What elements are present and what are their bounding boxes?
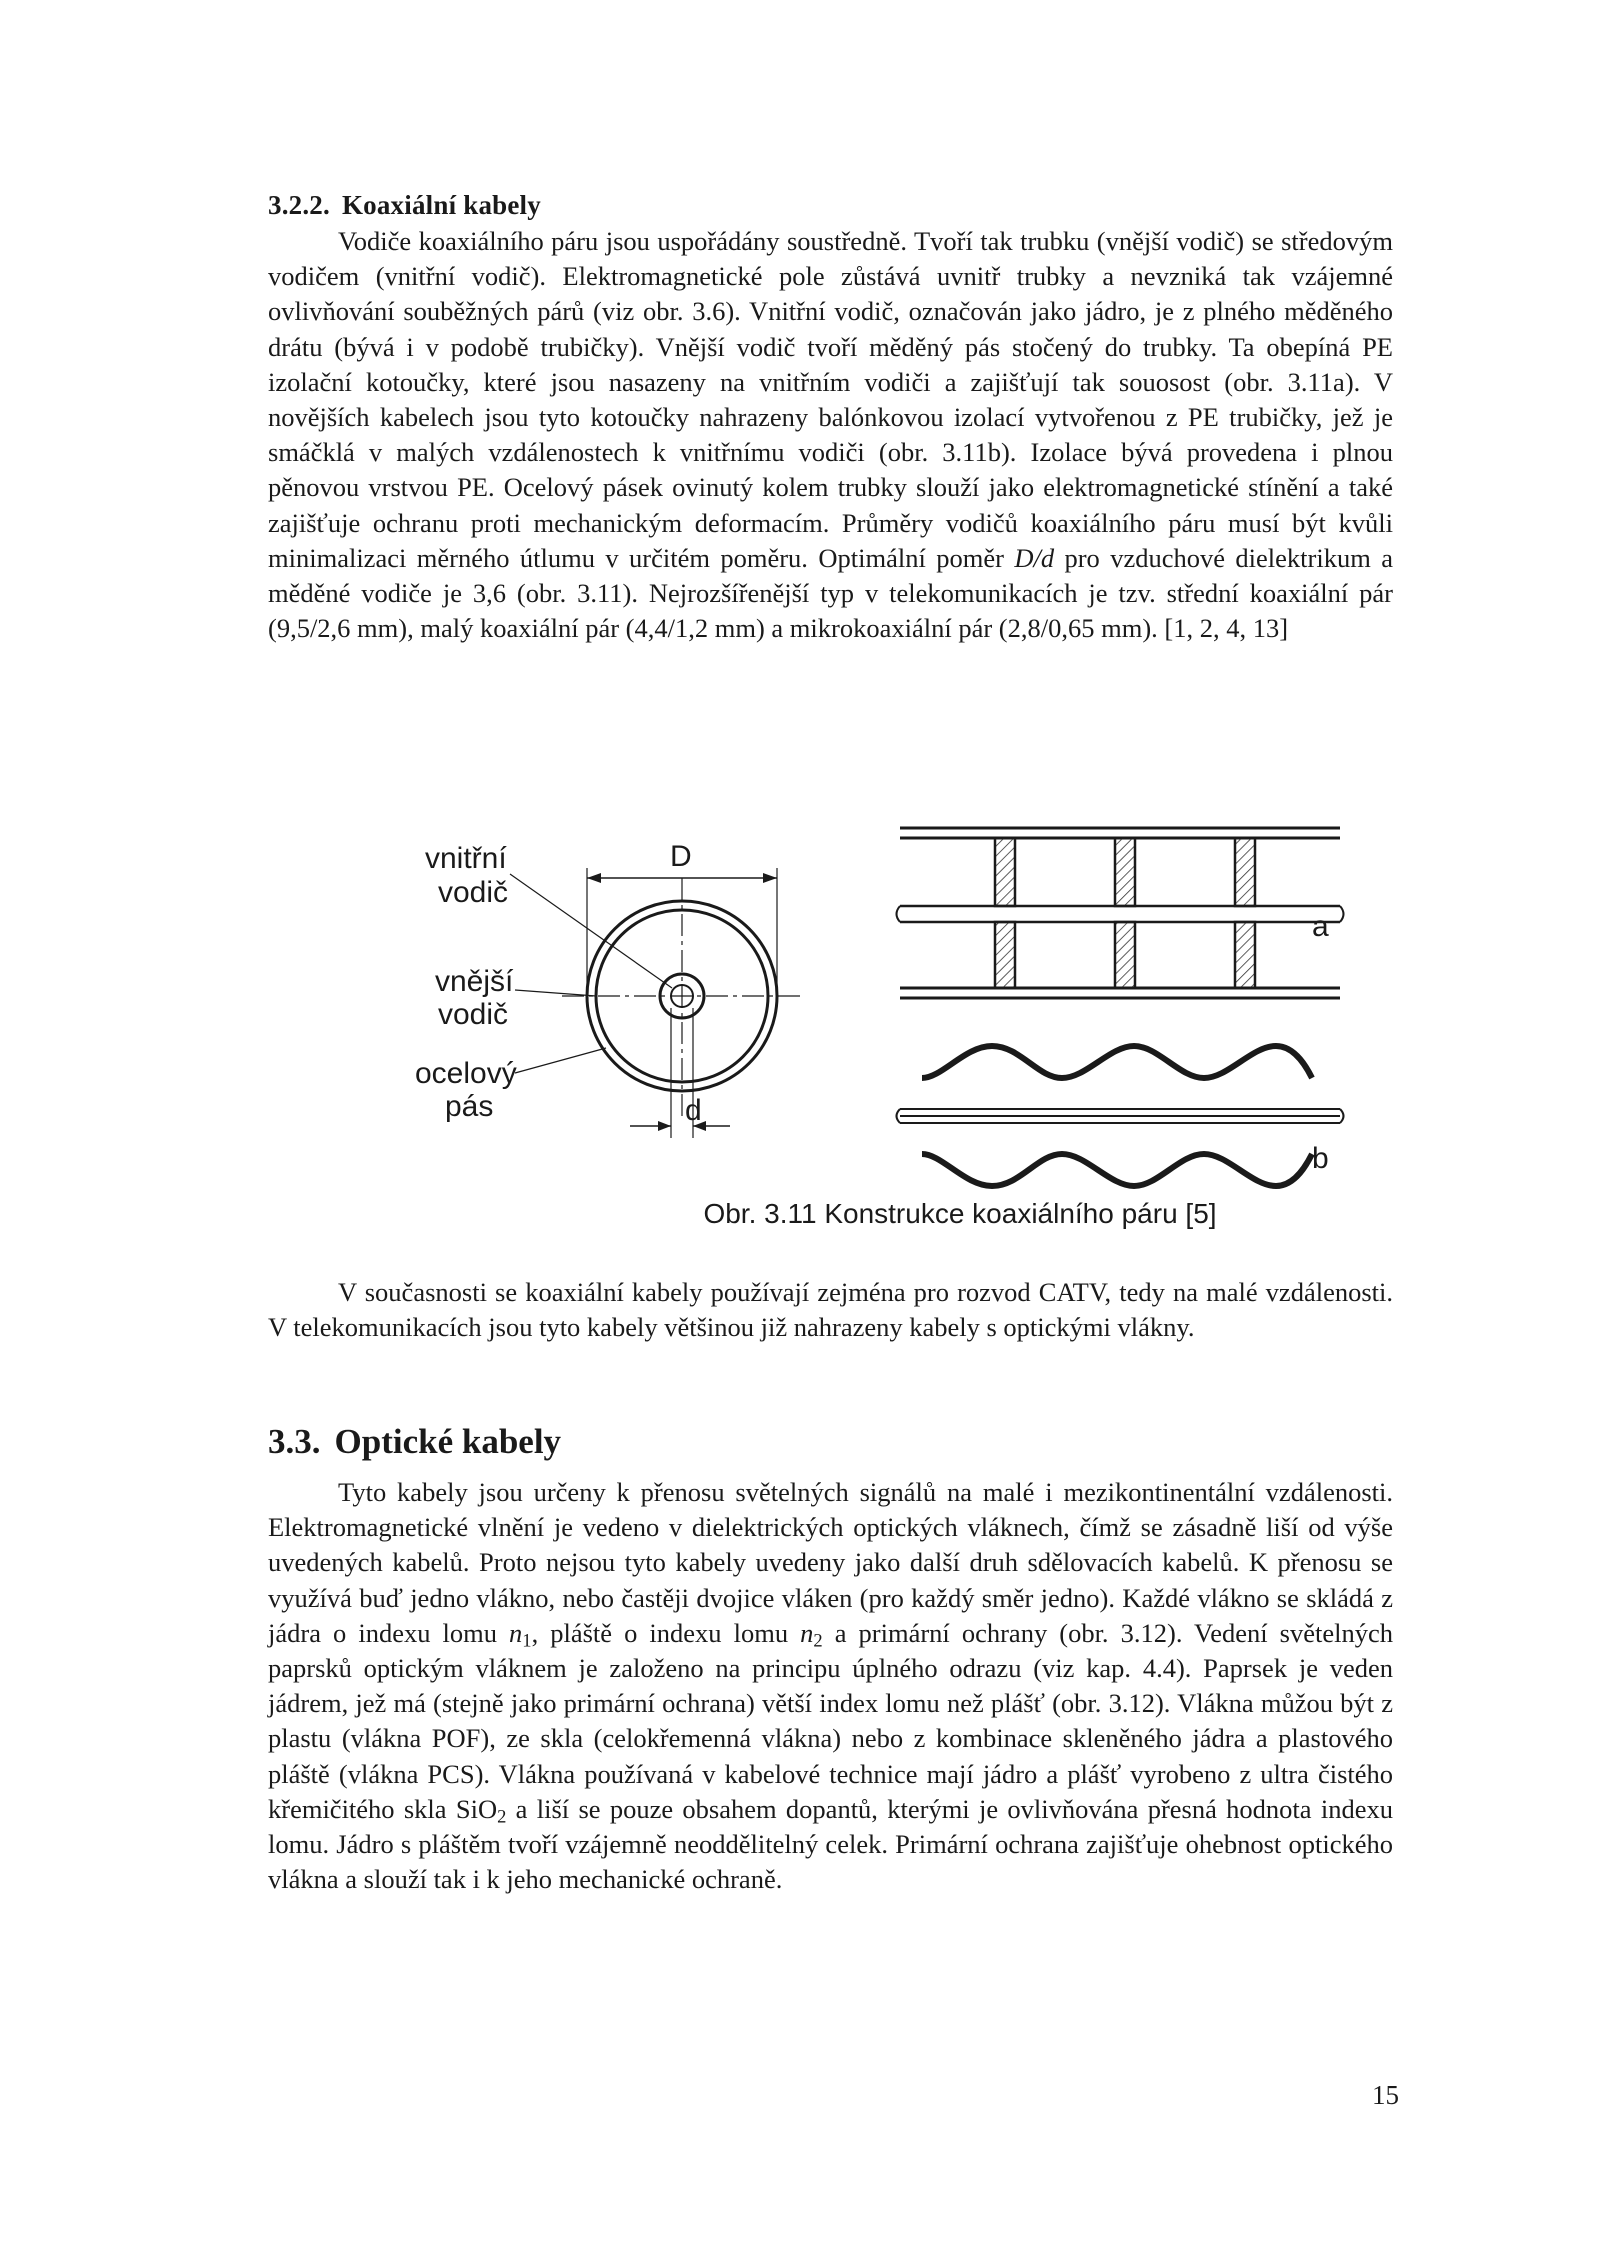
page-number: 15 bbox=[1372, 2080, 1399, 2110]
paragraph-catv bbox=[268, 1275, 1393, 1345]
label-outer-conductor-2: vodič bbox=[438, 998, 509, 1031]
label-inner-conductor-2: vodič bbox=[438, 876, 509, 909]
longitudinal-view-a bbox=[897, 828, 1344, 998]
paragraph-coaxial-text-b: pro vzduchové dielektrikum a měděné vodiče je 3,6 (obr. 3.11). Nejrozšířenější typ v telekomunikacích je tzv. střední koaxiální pár (9,5/2,6 mm), malý koaxiální pár (4,4/1,2 mm) a mikrokoaxiální pár (2,8/0,65 mm). [1, 2, 4, 13] bbox=[268, 542, 1393, 644]
n1-symbol: n bbox=[509, 1617, 523, 1648]
section2-number: 3.3. bbox=[268, 1422, 321, 1461]
label-a: a bbox=[1312, 910, 1329, 943]
n1-subscript: 1 bbox=[522, 1630, 532, 1652]
paragraph-coaxial bbox=[268, 224, 1393, 646]
section-heading-3-3 bbox=[268, 1422, 561, 1462]
paragraph-optical bbox=[268, 1475, 1393, 1897]
section-heading-3-2-2 bbox=[268, 190, 541, 221]
label-b: b bbox=[1312, 1142, 1329, 1175]
paragraph-optical-text-a: Tyto kabely jsou určeny k přenosu světelných signálů na malé i mezikontinentální vzdálenosti. Elektromagnetické vlnění je vedeno v dielektrických optických vláknech, čímž se zásadně liší od výše uvedených kabelů. Proto nejsou tyto kabely uvedeny jako další druh sdělovacích kabelů. K přenosu se využívá buď jedno vlákno, nebo častěji dvojice vláken (pro každý směr jedno). Každé vlákno se skládá z jádra o indexu lomu bbox=[268, 1477, 1393, 1648]
figure-caption: Obr. 3.11 Konstrukce koaxiálního páru [5] bbox=[703, 1198, 1217, 1229]
section-number: 3.2.2. bbox=[268, 190, 330, 220]
label-inner-conductor-1: vnitřní bbox=[425, 842, 507, 875]
paragraph-coaxial-text-a: Vodiče koaxiálního páru jsou uspořádány soustředně. Tvoří tak trubku (vnější vodič) se středovým vodičem (vnitřní vodič). Elektromagnetické pole zůstává uvnitř trubky a nevzniká tak vzájemné ovlivňování souběžných párů (viz obr. 3.6). Vnitřní vodič, označován jako jádro, je z plného měděného drátu (bývá i v podobě trubičky). Vnější vodič tvoří měděný pás stočený do trubky. Ta obepíná PE izolační kotoučky, které jsou nasazeny na vnitřním vodiči a zajišťují tak souosost (obr. 3.11a). V novějších kabelech jsou tyto kotoučky nahrazeny balónkovou izolací vytvořenou z PE trubičky, jež je smáčklá v malých vzdálenostech k vnitřnímu vodiči (obr. 3.11b). Izolace bývá provedena i plnou pěnovou vrstvou PE. Ocelový pásek ovinutý kolem trubky slouží jako elektromagnetické stínění a také zajišťuje ochranu proti mechanickým deformacím. Průměry vodičů koaxiálního páru musí být kvůli minimalizaci měrného útlumu v určitém poměru. Optimální poměr bbox=[268, 226, 1393, 573]
paragraph-optical-text-d: a liší se pouze obsahem dopantů, kterými je ovlivňována přesná hodnota indexu lomu. Jádro s pláštěm tvoří vzájemně neoddělitelný celek. Primární ochrana zajišťuje ohebnost optického vlákna a slouží tak i k jeho mechanické ochraně. bbox=[268, 1793, 1393, 1895]
section-title: Koaxiální kabely bbox=[341, 190, 541, 220]
label-steel-tape-2: pás bbox=[445, 1090, 494, 1123]
cross-section-diagram bbox=[415, 840, 802, 1138]
n2-symbol: n bbox=[800, 1617, 814, 1648]
longitudinal-view-b bbox=[897, 1046, 1344, 1186]
sio2-subscript: 2 bbox=[497, 1806, 507, 1828]
paragraph-optical-text-c: a primární ochrany (obr. 3.12). Vedení světelných paprsků optickým vláknem je založeno na principu úplného odrazu (viz kap. 4.4). Paprsek je veden jádrem, jež má (stejně jako primární ochrana) větší index lomu než plášť (obr. 3.12). Vlákna můžou být z plastu (vlákna POF), ze skla (celokřemenná vlákna) nebo z kombinace skleněného jádra a plastového pláště (vlákna PCS). Vlákna používaná v kabelové technice mají jádro a plášť vyrobeno z ultra čistého křemičitého skla SiO bbox=[268, 1617, 1393, 1824]
label-d: d bbox=[685, 1094, 702, 1127]
paragraph-catv-text: V současnosti se koaxiální kabely používají zejména pro rozvod CATV, tedy na malé vzdálenosti. V telekomunikacích jsou tyto kabely většinou již nahrazeny kabely s optickými vlákny. bbox=[268, 1277, 1393, 1343]
ratio-symbol: D/d bbox=[1014, 542, 1055, 573]
coaxial-figure bbox=[390, 808, 1420, 1228]
paragraph-optical-text-b: , pláště o indexu lomu bbox=[531, 1617, 801, 1648]
section2-title: Optické kabely bbox=[334, 1422, 562, 1461]
label-steel-tape-1: ocelový bbox=[415, 1057, 517, 1090]
label-D: D bbox=[670, 840, 692, 873]
label-outer-conductor-1: vnější bbox=[435, 965, 514, 998]
n2-subscript: 2 bbox=[813, 1630, 823, 1652]
